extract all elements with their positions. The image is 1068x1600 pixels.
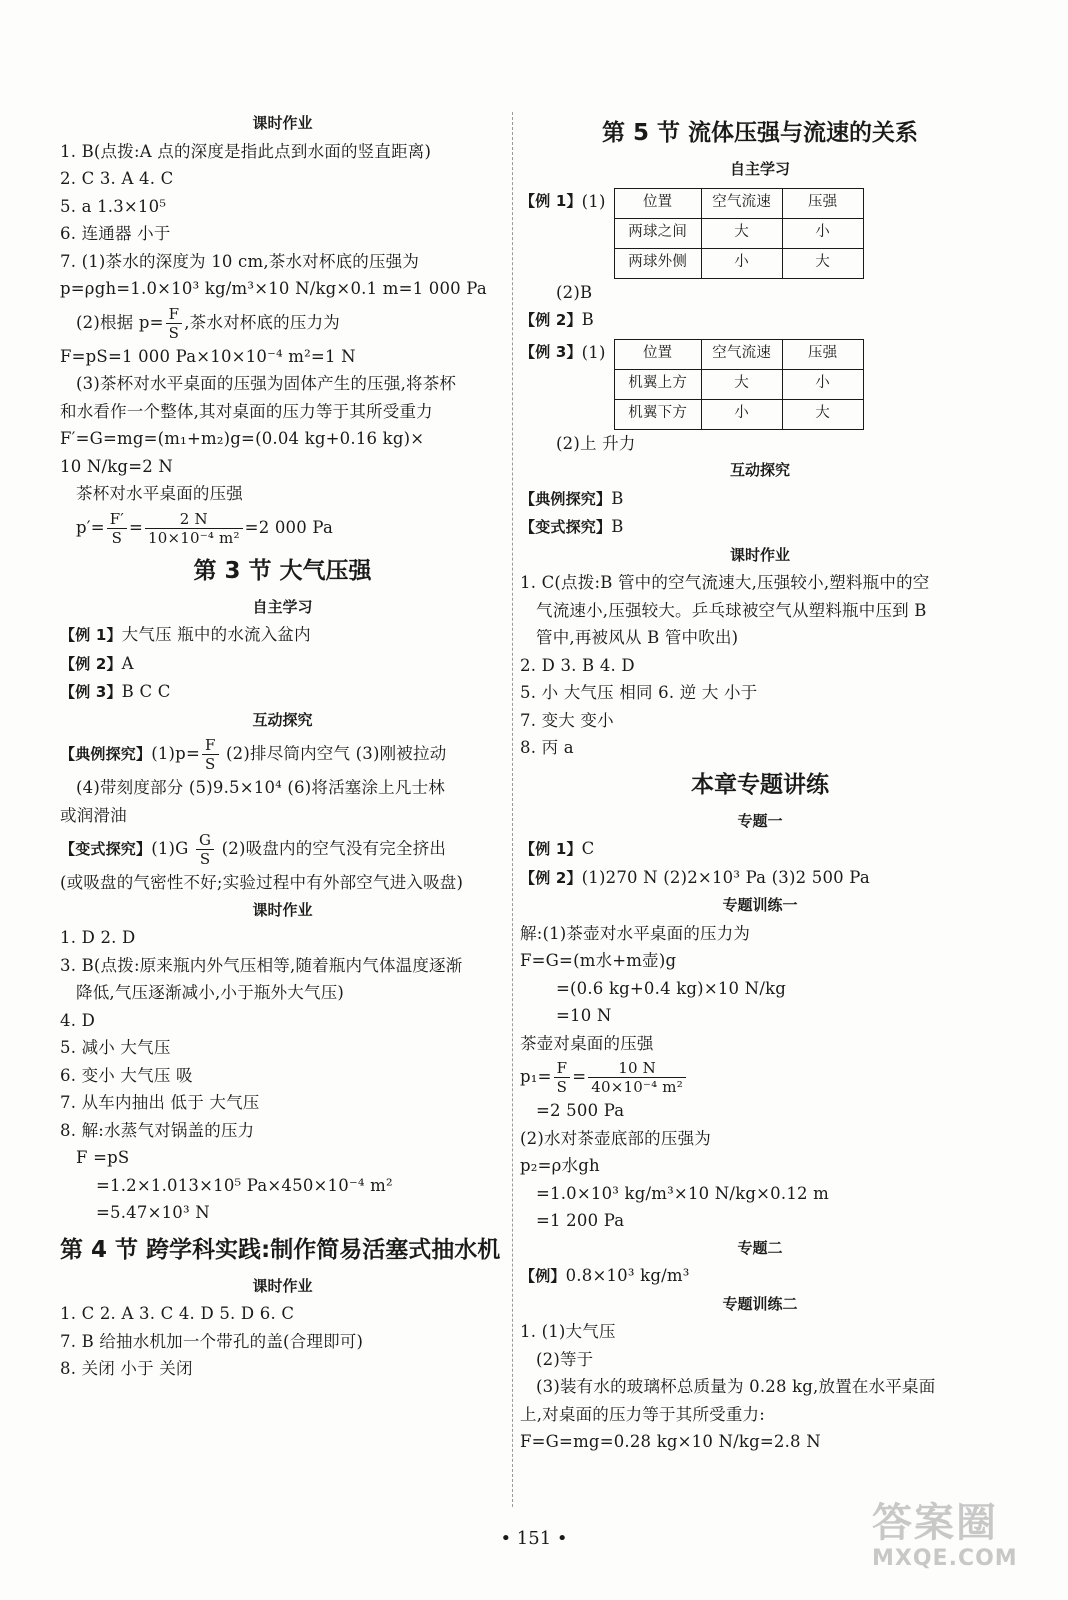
table-cell: 空气流速 bbox=[701, 188, 782, 218]
table-cell: 大 bbox=[701, 369, 782, 399]
table-cell: 两球之间 bbox=[614, 218, 701, 248]
formula-line: =1.2×1.013×10⁵ Pa×450×10⁻⁴ m² bbox=[96, 1175, 393, 1195]
answer-line: 8. 关闭 小于 关闭 bbox=[60, 1359, 193, 1378]
watermark-url: MXQE.COM bbox=[872, 1546, 1018, 1571]
answer-line: 降低,气压逐渐减小,小于瓶外大气压) bbox=[76, 983, 345, 1002]
table-cell: 机翼上方 bbox=[614, 369, 701, 399]
answer-line: 【例 2】A bbox=[60, 653, 134, 673]
fraction: $\frac{F}{S}$ bbox=[166, 305, 183, 342]
answer-line: 6. 连通器 小于 bbox=[60, 224, 171, 243]
formula-line: F=pS=1 000 Pa×10×10⁻⁴ m²=1 N bbox=[60, 346, 356, 366]
answer-line: (2)等于 bbox=[536, 1349, 594, 1369]
answer-line: 【典例探究】(1)p= $\frac{F}{S}$ (2)排尽筒内空气 (3)刚被拉动 bbox=[60, 736, 447, 773]
formula-line: =2 500 Pa bbox=[536, 1101, 625, 1120]
answer-line: (2)水对茶壶底部的压强为 bbox=[520, 1128, 711, 1148]
table-cell: 小 bbox=[782, 369, 863, 399]
subsection-heading: 互动探究 bbox=[729, 461, 790, 479]
subsection-heading: 自主学习 bbox=[252, 597, 313, 616]
watermark-logo bbox=[872, 1500, 1022, 1590]
answer-line: 1. B(点拨:A 点的深度是指此点到水面的竖直距离) bbox=[60, 141, 432, 161]
subsection-heading: 专题训练二 bbox=[722, 1294, 798, 1313]
fraction: $\frac{F}{S}$ bbox=[554, 1059, 571, 1096]
page-number: • 151 • bbox=[500, 1528, 568, 1549]
section-title: 第 5 节 流体压强与流速的关系 bbox=[601, 120, 919, 146]
answer-line: 7. B 给抽水机加一个带孔的盖(合理即可) bbox=[60, 1331, 364, 1351]
subsection-heading: 专题二 bbox=[737, 1238, 783, 1257]
answer-line: 解:(1)茶壶对水平桌面的压力为 bbox=[520, 923, 751, 943]
answer-line: 3. B(点拨:原来瓶内外气压相等,随着瓶内气体温度逐渐 bbox=[60, 955, 463, 975]
watermark-text: 答案圈 bbox=[872, 1500, 998, 1546]
flow-table-1 bbox=[614, 188, 864, 279]
answer-line: (2)上 升力 bbox=[556, 433, 636, 453]
subsection-heading: 专题训练一 bbox=[722, 896, 798, 914]
answer-line: 5. 减小 大气压 bbox=[60, 1038, 171, 1057]
subsection-heading: 互动探究 bbox=[252, 710, 313, 729]
homework-heading: 课时作业 bbox=[252, 114, 313, 132]
answer-line: 8. 解:水蒸气对锅盖的压力 bbox=[60, 1120, 255, 1140]
table-cell: 位置 bbox=[614, 339, 701, 369]
answer-line: 管中,再被风从 B 管中吹出) bbox=[536, 628, 739, 647]
column-divider bbox=[512, 112, 513, 1507]
table-cell: 位置 bbox=[614, 188, 701, 218]
table-row bbox=[614, 248, 863, 278]
table-row bbox=[614, 218, 863, 248]
answer-line: 【例】0.8×10³ kg/m³ bbox=[520, 1266, 690, 1285]
table-row bbox=[614, 399, 863, 429]
section-title: 本章专题讲练 bbox=[691, 771, 829, 798]
answer-line: 7. (1)茶水的深度为 10 cm,茶水对杯底的压强为 bbox=[60, 251, 420, 271]
fraction: $\frac{G}{S}$ bbox=[196, 831, 214, 868]
answer-line: 2. C 3. A 4. C bbox=[60, 169, 174, 188]
table-cell: 压强 bbox=[782, 188, 863, 218]
answer-line: 【变式探究】B bbox=[520, 517, 624, 536]
answer-line: 上,对桌面的压力等于其所受重力: bbox=[520, 1404, 766, 1424]
answer-line: 1. D 2. D bbox=[60, 928, 136, 947]
section-title: 第 4 节 跨学科实践:制作简易活塞式抽水机 bbox=[60, 1236, 501, 1263]
formula-line: p₂=ρ水gh bbox=[520, 1156, 600, 1175]
answer-line: 【典例探究】B bbox=[520, 488, 624, 508]
right-column bbox=[520, 110, 1000, 1456]
answer-line: 和水看作一个整体,其对桌面的压力等于其所受重力 bbox=[60, 401, 433, 421]
section-title: 第 3 节 大气压强 bbox=[193, 557, 372, 584]
answer-line: 【例 2】(1)270 N (2)2×10³ Pa (3)2 500 Pa bbox=[520, 867, 870, 887]
answer-line: 8. 丙 a bbox=[520, 738, 574, 757]
table-header-row bbox=[614, 339, 863, 369]
table-cell: 小 bbox=[782, 218, 863, 248]
fraction: $\frac{2 N}{\text{10×10⁻⁴ m²}}$ bbox=[145, 510, 243, 547]
answer-line: 或润滑油 bbox=[60, 805, 127, 825]
table-header-row bbox=[614, 188, 863, 218]
fraction: $\frac{10 N}{\text{40×10⁻⁴ m²}}$ bbox=[588, 1059, 686, 1096]
answer-line: 1. C 2. A 3. C 4. D 5. D 6. C bbox=[60, 1304, 295, 1323]
answer-line: (4)带刻度部分 (5)9.5×10⁴ (6)将活塞涂上凡士林 bbox=[76, 778, 445, 797]
answer-line: (2)B bbox=[556, 282, 593, 302]
subsection-heading: 专题一 bbox=[737, 811, 783, 830]
answer-line: 气流速小,压强较大。乒乓球被空气从塑料瓶中压到 B bbox=[536, 600, 927, 620]
formula-line: F=G=(m水+m壶)g bbox=[520, 951, 677, 970]
table-cell: 机翼下方 bbox=[614, 399, 701, 429]
answer-line: 【例 2】B bbox=[520, 310, 594, 329]
table-cell: 小 bbox=[701, 399, 782, 429]
table-cell: 两球外侧 bbox=[614, 248, 701, 278]
formula-line: =1.0×10³ kg/m³×10 N/kg×0.12 m bbox=[536, 1183, 830, 1203]
answer-line: 1. C(点拨:B 管中的空气流速大,压强较小,塑料瓶中的空 bbox=[520, 573, 930, 592]
formula-line: p=ρgh=1.0×10³ kg/m³×10 N/kg×0.1 m=1 000 Pa bbox=[60, 279, 487, 298]
answer-line: 茶杯对水平桌面的压强 bbox=[76, 484, 243, 503]
formula-line: =5.47×10³ N bbox=[96, 1203, 210, 1222]
answer-line: 7. 从车内抽出 低于 大气压 bbox=[60, 1093, 260, 1112]
formula-line: =(0.6 kg+0.4 kg)×10 N/kg bbox=[556, 978, 787, 998]
answer-line: 6. 变小 大气压 吸 bbox=[60, 1065, 193, 1085]
answer-line: 【例 3】B C C bbox=[60, 682, 171, 701]
answer-line: 茶壶对桌面的压强 bbox=[520, 1033, 654, 1053]
answer-line: (3)装有水的玻璃杯总质量为 0.28 kg,放置在水平桌面 bbox=[536, 1377, 936, 1396]
example-with-table: 【例 1】 (1) 位置 空气流速 压强 两球之间 大 小 两球外侧 小 大 bbox=[520, 188, 1000, 279]
fraction: $\frac{F'}{S}$ bbox=[107, 510, 127, 547]
table-cell: 空气流速 bbox=[701, 339, 782, 369]
answer-line: 5. 小 大气压 相同 6. 逆 大 小于 bbox=[520, 683, 758, 702]
table-cell: 大 bbox=[782, 399, 863, 429]
formula-line: F =pS bbox=[76, 1148, 130, 1167]
table-cell: 大 bbox=[701, 218, 782, 248]
table-cell: 小 bbox=[701, 248, 782, 278]
formula-line: 10 N/kg=2 N bbox=[60, 456, 174, 476]
answer-line: 2. D 3. B 4. D bbox=[520, 655, 635, 675]
answer-line: 7. 变大 变小 bbox=[520, 710, 614, 730]
homework-heading: 课时作业 bbox=[252, 900, 313, 919]
formula-line: p₁= $\frac{F}{S}$ = $\frac{10 N}{\text{40×10⁻⁴ m²}}$ bbox=[520, 1057, 1000, 1097]
formula-line: F=G=mg=0.28 kg×10 N/kg=2.8 N bbox=[520, 1432, 821, 1451]
formula-line: =10 N bbox=[556, 1006, 612, 1025]
flow-table-2 bbox=[614, 339, 864, 430]
table-row bbox=[614, 369, 863, 399]
formula-line: (2)根据 p= $\frac{F}{S}$ ,茶水对杯底的压力为 bbox=[76, 304, 340, 342]
formula-line: p′= $\frac{F'}{S}$ = $\frac{2 N}{\text{10×10⁻⁴ m²}}$ =2 000 Pa bbox=[76, 509, 333, 547]
formula-line: F′=G=mg=(m₁+m₂)g=(0.04 kg+0.16 kg)× bbox=[60, 429, 425, 448]
example-with-table: 【例 3】 (1) 位置 空气流速 压强 机翼上方 大 小 机翼下方 小 大 bbox=[520, 339, 1000, 430]
table-cell: 大 bbox=[782, 248, 863, 278]
answer-line: 【例 1】C bbox=[520, 839, 595, 858]
table-cell: 压强 bbox=[782, 339, 863, 369]
answer-line: 4. D bbox=[60, 1010, 96, 1030]
answer-line: (或吸盘的气密性不好;实验过程中有外部空气进入吸盘) bbox=[60, 873, 464, 892]
answer-line: (3)茶杯对水平桌面的压强为固体产生的压强,将茶杯 bbox=[76, 374, 457, 393]
formula-line: =1 200 Pa bbox=[536, 1211, 625, 1230]
answer-line: 【变式探究】(1)G $\frac{G}{S}$ (2)吸盘内的空气没有完全挤出 bbox=[60, 831, 447, 868]
left-column bbox=[60, 110, 505, 1383]
answer-line: 【例 1】大气压 瓶中的水流入盆内 bbox=[60, 625, 311, 644]
fraction: $\frac{F}{S}$ bbox=[202, 736, 219, 773]
homework-heading: 课时作业 bbox=[729, 545, 790, 564]
answer-line: 5. a 1.3×10⁵ bbox=[60, 196, 167, 216]
homework-heading: 课时作业 bbox=[252, 1276, 313, 1295]
answer-line: 1. (1)大气压 bbox=[520, 1322, 616, 1341]
subsection-heading: 自主学习 bbox=[729, 160, 790, 178]
